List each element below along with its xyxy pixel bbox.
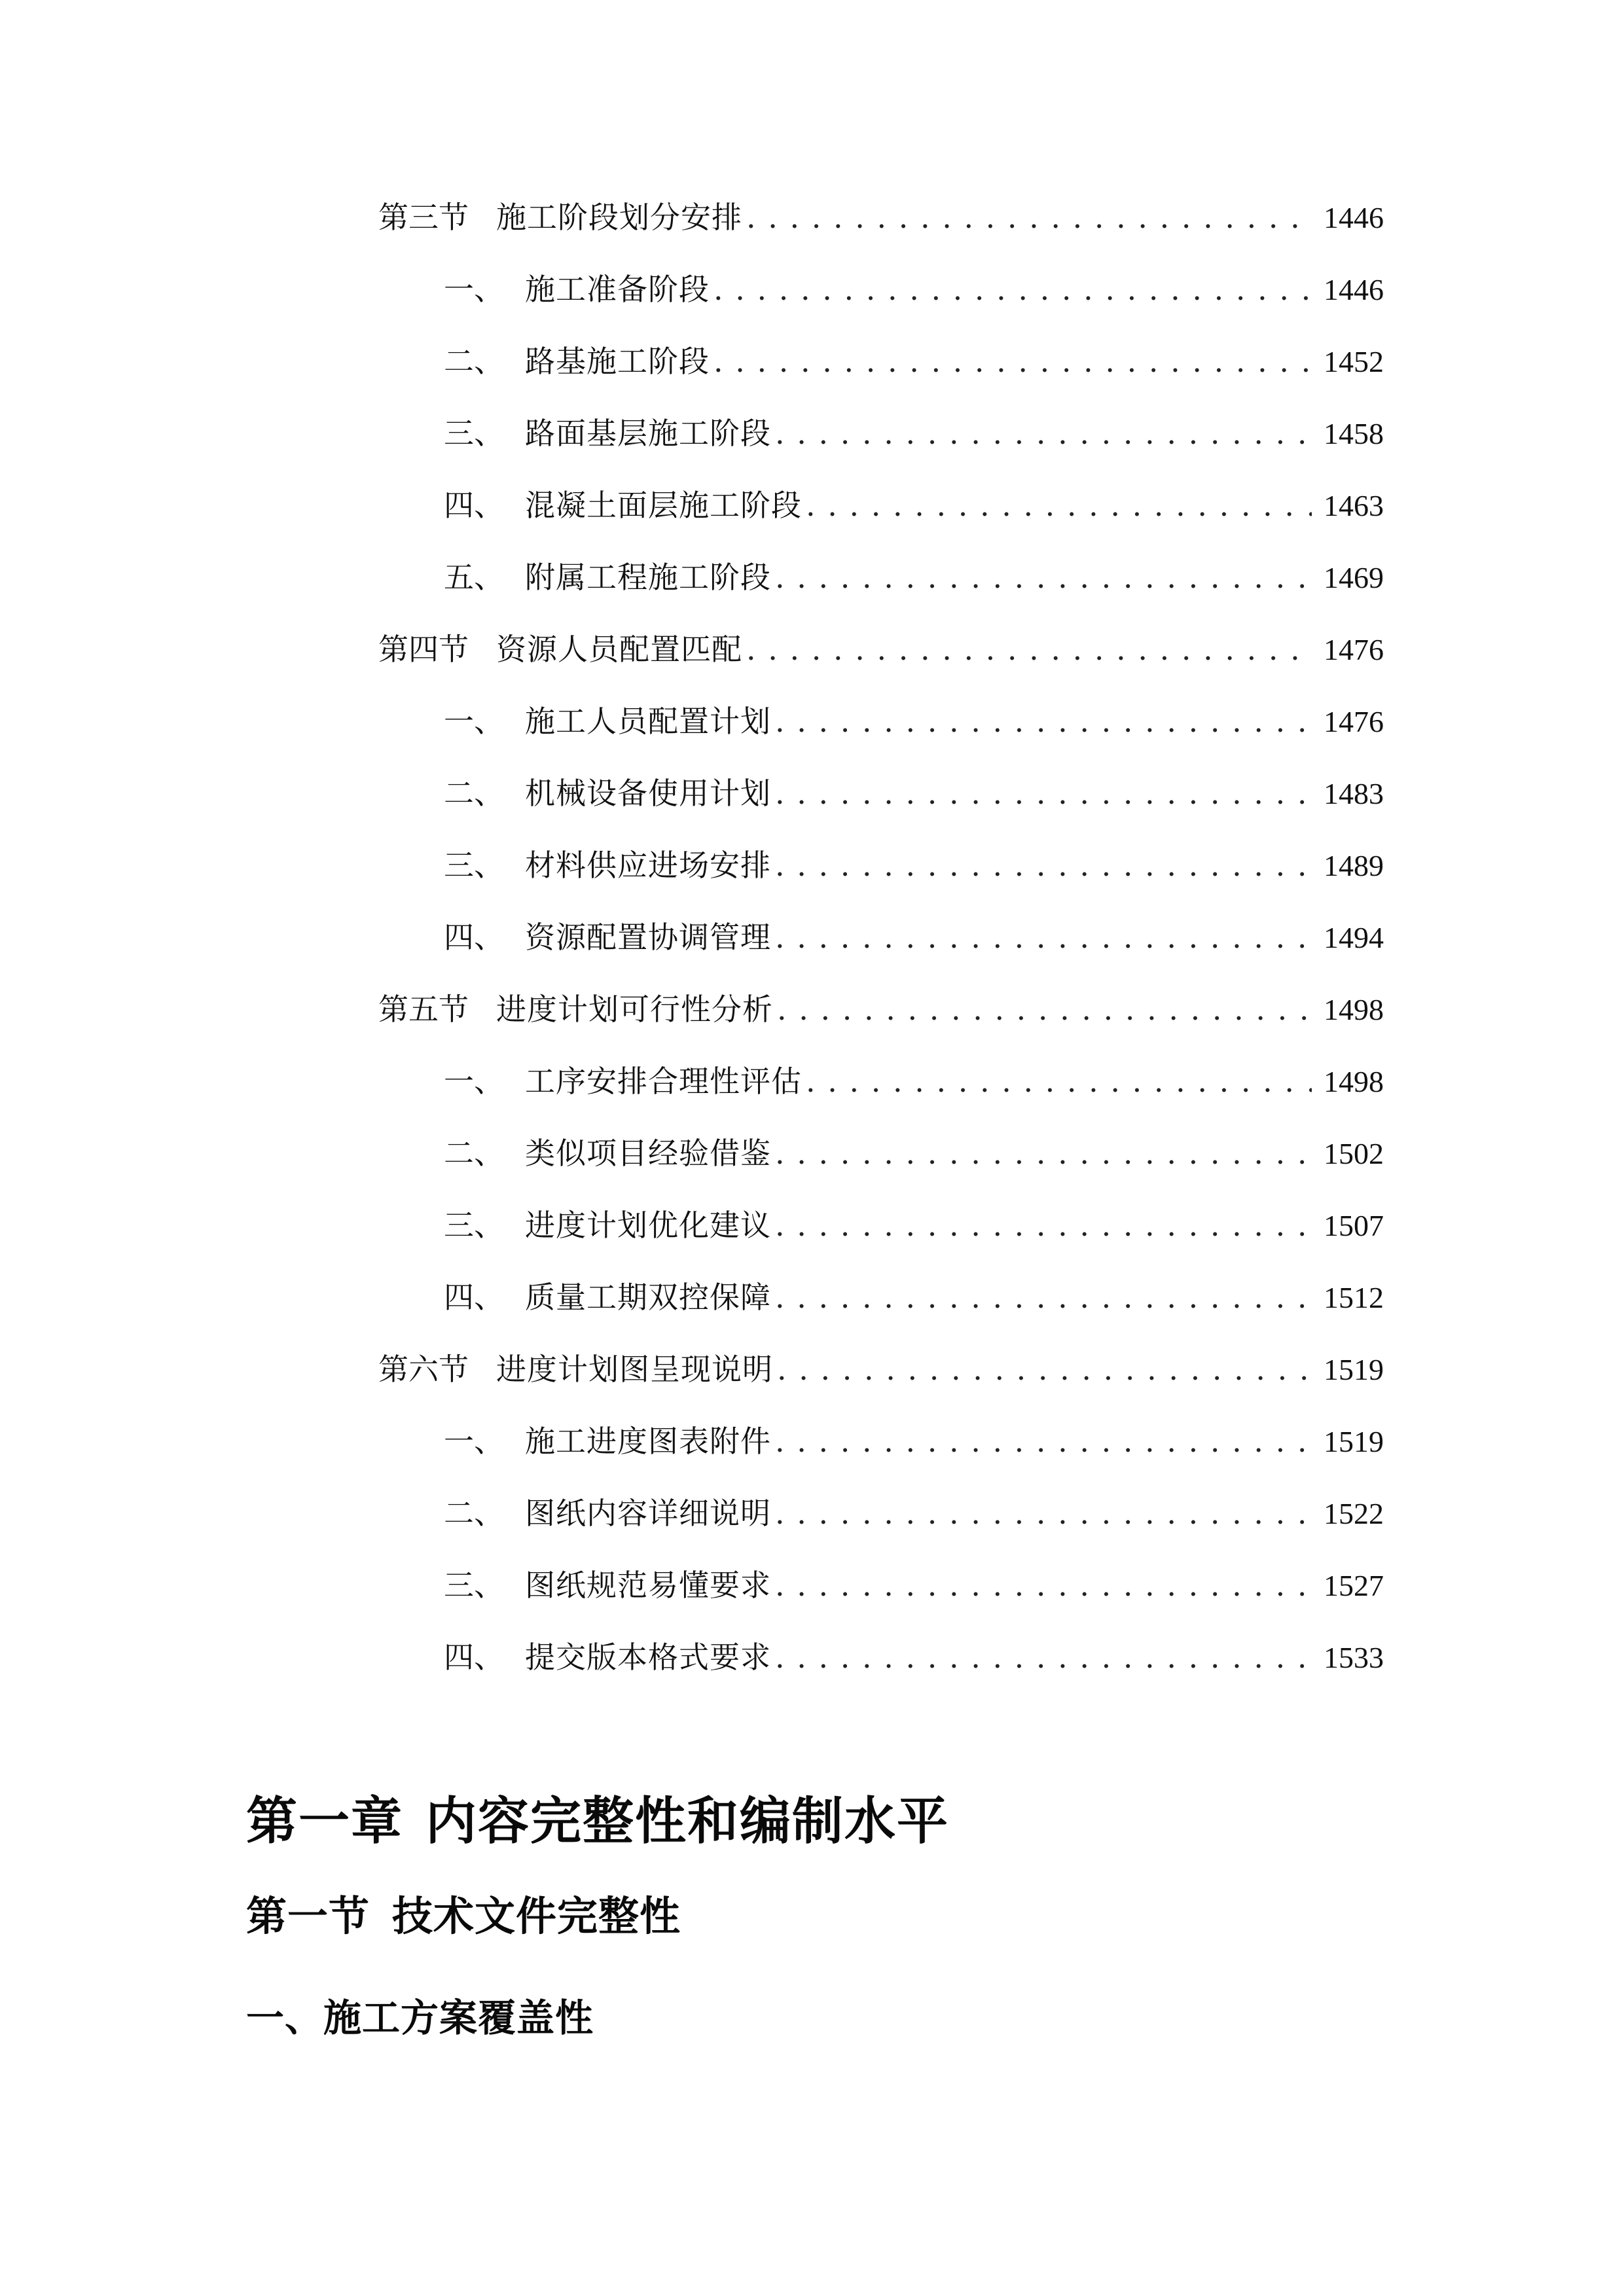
toc-dot-leader — [746, 191, 1312, 243]
toc-entry-title: 图纸规范易懂要求 — [525, 1568, 771, 1603]
toc-entry-number: 二、 — [444, 1136, 504, 1171]
toc-dot-leader — [775, 1127, 1312, 1179]
toc-entry[interactable] — [444, 551, 1384, 603]
toc-entry-number: 二、 — [444, 776, 504, 811]
toc-entry-number: 三、 — [444, 1208, 504, 1243]
toc-dot-leader — [775, 1415, 1312, 1467]
toc-entry-title: 材料供应进场安排 — [525, 848, 771, 883]
toc-entry-title: 施工准备阶段 — [525, 272, 710, 307]
toc-entry[interactable] — [444, 407, 1384, 459]
toc-entry-page: 1527 — [1324, 1569, 1384, 1602]
toc-entry-page: 1489 — [1324, 849, 1384, 882]
toc-dot-leader — [775, 551, 1312, 603]
toc-entry-number: 第四节 — [378, 632, 469, 667]
toc-entry-title: 提交版本格式要求 — [525, 1640, 771, 1675]
toc-entry-title: 进度计划可行性分析 — [496, 992, 773, 1027]
toc-dot-leader — [806, 479, 1312, 531]
toc-entry-number: 一、 — [444, 704, 504, 739]
toc-entry-title: 资源人员配置匹配 — [496, 632, 742, 667]
subsection-heading — [246, 1987, 594, 2042]
toc-entry-title: 路面基层施工阶段 — [525, 416, 771, 451]
toc-entry-number: 第三节 — [378, 200, 469, 235]
toc-entry[interactable] — [444, 1415, 1384, 1467]
toc-dot-leader — [775, 407, 1312, 459]
toc-entry[interactable] — [444, 1127, 1384, 1179]
toc-dot-leader — [777, 983, 1312, 1035]
toc-entry[interactable] — [444, 1487, 1384, 1539]
toc-entry-number: 二、 — [444, 344, 504, 379]
toc-entry[interactable] — [444, 839, 1384, 891]
toc-entry-title: 进度计划优化建议 — [525, 1208, 771, 1243]
toc-entry-page: 1483 — [1324, 777, 1384, 810]
toc-entry[interactable] — [378, 623, 1384, 675]
toc-dot-leader — [713, 263, 1312, 315]
toc-entry-title: 路基施工阶段 — [525, 344, 710, 379]
section-number: 第一节 — [246, 1892, 370, 1940]
toc-entry-title: 类似项目经验借鉴 — [525, 1136, 771, 1171]
toc-entry-number: 四、 — [444, 488, 504, 523]
toc-entry-title: 施工人员配置计划 — [525, 704, 771, 739]
toc-entry-number: 一、 — [444, 1064, 504, 1099]
toc-entry-page: 1507 — [1324, 1209, 1384, 1242]
toc-entry-page: 1476 — [1324, 633, 1384, 666]
toc-dot-leader — [775, 839, 1312, 891]
toc-entry[interactable] — [444, 1271, 1384, 1323]
toc-entry-number: 三、 — [444, 1568, 504, 1603]
toc-entry-page: 1446 — [1324, 201, 1384, 234]
toc-dot-leader — [775, 1487, 1312, 1539]
toc-entry[interactable] — [444, 767, 1384, 819]
toc-entry[interactable] — [444, 1631, 1384, 1683]
toc-entry-page: 1522 — [1324, 1497, 1384, 1530]
toc-entry-page: 1533 — [1324, 1641, 1384, 1674]
toc-dot-leader — [775, 1631, 1312, 1683]
toc-entry-title: 附属工程施工阶段 — [525, 560, 771, 595]
toc-entry-page: 1458 — [1324, 417, 1384, 450]
toc-entry[interactable] — [444, 263, 1384, 315]
toc-dot-leader — [775, 695, 1312, 747]
chapter-heading — [246, 1780, 949, 1854]
chapter-number: 第一章 — [246, 1792, 404, 1851]
toc-dot-leader — [775, 911, 1312, 963]
section-title: 技术文件完整性 — [392, 1892, 681, 1940]
toc-entry[interactable] — [444, 1559, 1384, 1611]
toc-dot-leader — [777, 1343, 1312, 1395]
toc-entry-page: 1519 — [1324, 1425, 1384, 1458]
toc-entry-page: 1476 — [1324, 705, 1384, 738]
toc-entry-title: 施工阶段划分安排 — [496, 200, 742, 235]
toc-entry-title: 进度计划图呈现说明 — [496, 1352, 773, 1387]
toc-entry-number: 五、 — [444, 560, 504, 595]
toc-entry[interactable] — [444, 1199, 1384, 1251]
toc-entry-number: 二、 — [444, 1496, 504, 1531]
toc-entry-title: 混凝土面层施工阶段 — [525, 488, 802, 523]
toc-entry-page: 1498 — [1324, 1065, 1384, 1098]
toc-dot-leader — [775, 1199, 1312, 1251]
toc-entry-title: 工序安排合理性评估 — [525, 1064, 802, 1099]
toc-dot-leader — [806, 1055, 1312, 1107]
toc-entry-number: 一、 — [444, 1424, 504, 1459]
toc-entry-title: 机械设备使用计划 — [525, 776, 771, 811]
toc-entry-title: 施工进度图表附件 — [525, 1424, 771, 1459]
toc-entry[interactable] — [444, 911, 1384, 963]
toc-dot-leader — [775, 1559, 1312, 1611]
toc-dot-leader — [746, 623, 1312, 675]
toc-entry-number: 一、 — [444, 272, 504, 307]
toc-entry-page: 1502 — [1324, 1137, 1384, 1170]
toc-entry-page: 1512 — [1324, 1281, 1384, 1314]
toc-entry[interactable] — [378, 191, 1384, 243]
toc-entry-number: 四、 — [444, 1280, 504, 1315]
toc-entry-number: 四、 — [444, 1640, 504, 1675]
toc-entry-title: 质量工期双控保障 — [525, 1280, 771, 1315]
toc-entry[interactable] — [444, 335, 1384, 387]
subsection-title: 一、施工方案覆盖性 — [246, 1996, 594, 2040]
toc-entry-page: 1446 — [1324, 273, 1384, 306]
toc-entry-page: 1452 — [1324, 345, 1384, 378]
toc-entry-number: 第六节 — [378, 1352, 469, 1387]
toc-dot-leader — [713, 335, 1312, 387]
toc-entry-number: 第五节 — [378, 992, 469, 1027]
toc-entry-page: 1519 — [1324, 1353, 1384, 1386]
toc-entry-number: 四、 — [444, 920, 504, 955]
toc-entry-title: 资源配置协调管理 — [525, 920, 771, 955]
toc-entry[interactable] — [378, 1343, 1384, 1395]
toc-entry-title: 图纸内容详细说明 — [525, 1496, 771, 1531]
toc-entry[interactable] — [444, 695, 1384, 747]
chapter-title: 内容完整性和编制水平 — [425, 1792, 950, 1851]
toc-entry[interactable] — [444, 1055, 1384, 1107]
toc-entry[interactable] — [444, 479, 1384, 531]
toc-dot-leader — [775, 767, 1312, 819]
toc-entry-page: 1463 — [1324, 489, 1384, 522]
toc-entry-number: 三、 — [444, 848, 504, 883]
toc-entry-number: 三、 — [444, 416, 504, 451]
toc-entry-page: 1469 — [1324, 561, 1384, 594]
section-heading — [246, 1884, 681, 1942]
toc-entry[interactable] — [378, 983, 1384, 1035]
toc-entry-page: 1498 — [1324, 993, 1384, 1026]
toc-entry-page: 1494 — [1324, 921, 1384, 954]
toc-dot-leader — [775, 1271, 1312, 1323]
